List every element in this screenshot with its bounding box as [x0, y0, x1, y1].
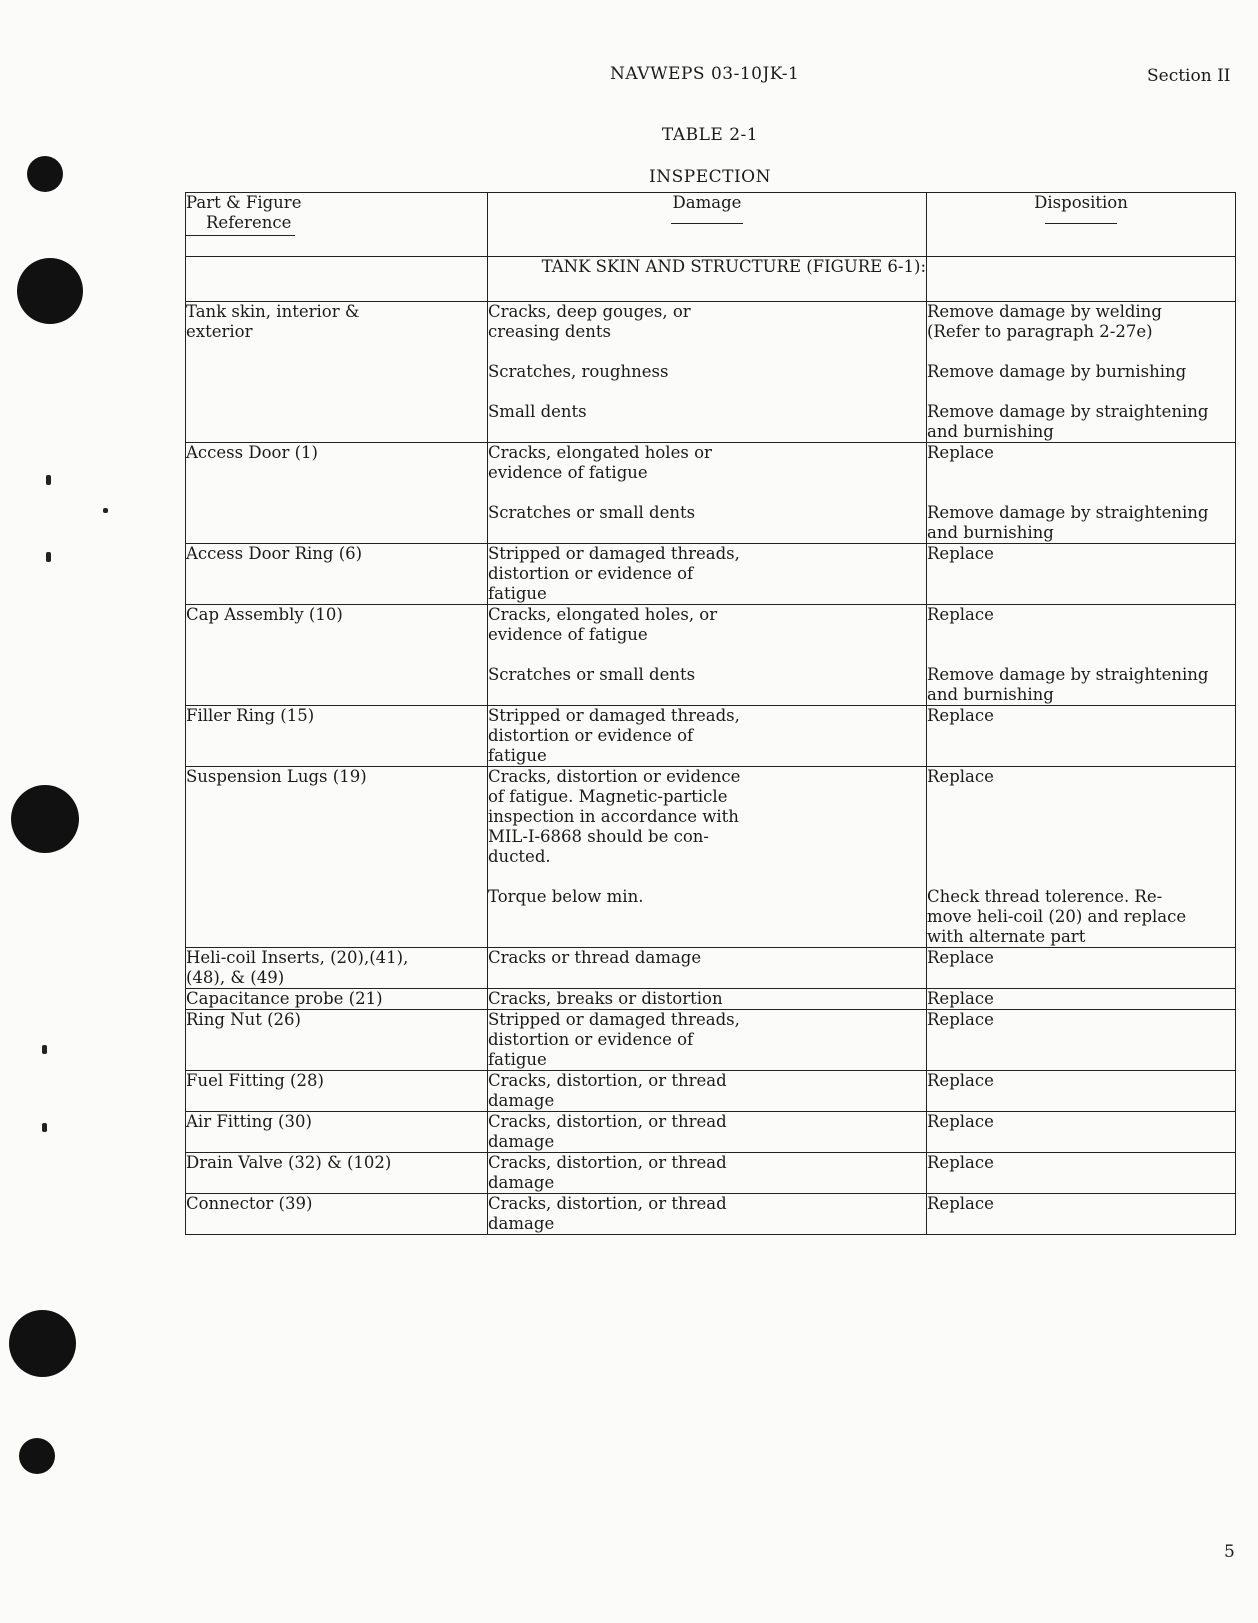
disposition-line: Remove damage by burnishing	[927, 362, 1187, 381]
part-reference-cell	[186, 605, 488, 706]
damage-line: distortion or evidence of	[488, 726, 694, 745]
damage-cell	[488, 1194, 927, 1235]
disposition-cell	[927, 544, 1236, 605]
disposition-entry	[927, 1010, 1235, 1070]
damage-entry	[488, 443, 926, 483]
section-label: Section II	[1147, 66, 1231, 86]
part-reference-line: Heli-coil Inserts, (20),(41),	[186, 948, 409, 967]
table-row	[186, 544, 1236, 605]
damage-cell	[488, 302, 927, 443]
damage-cell	[488, 1153, 927, 1194]
damage-line: Cracks, elongated holes, or	[488, 605, 718, 624]
speck	[46, 475, 51, 485]
disposition-line: Replace	[927, 1112, 994, 1131]
disposition-entry	[927, 1153, 1235, 1193]
disposition-entry	[927, 1071, 1235, 1111]
disposition-entry	[927, 887, 1235, 947]
disposition-cell	[927, 1112, 1236, 1153]
damage-entry	[488, 1194, 926, 1234]
damage-line: Cracks, distortion, or thread	[488, 1112, 727, 1131]
disposition-cell	[927, 302, 1236, 443]
part-reference-line: Connector (39)	[186, 1194, 313, 1213]
table-row	[186, 605, 1236, 706]
disposition-entry	[927, 665, 1235, 705]
subheading-cell-empty	[186, 257, 488, 302]
damage-cell	[488, 1010, 927, 1071]
disposition-cell	[927, 706, 1236, 767]
disposition-line: Replace	[927, 1010, 994, 1029]
damage-line: Cracks, distortion, or thread	[488, 1153, 727, 1172]
disposition-cell	[927, 1010, 1236, 1071]
part-reference-line: Cap Assembly (10)	[186, 605, 343, 624]
table-header-row	[186, 193, 1236, 257]
damage-line: fatigue	[488, 746, 547, 765]
damage-line: Cracks, deep gouges, or	[488, 302, 691, 321]
damage-line: damage	[488, 1214, 555, 1233]
disposition-entry	[927, 302, 1235, 342]
disposition-entry	[927, 948, 1235, 968]
disposition-line: Replace	[927, 544, 994, 563]
disposition-line: Replace	[927, 1071, 994, 1090]
part-reference-cell	[186, 302, 488, 443]
damage-entry	[488, 503, 926, 543]
column-header-damage	[488, 193, 927, 257]
damage-entry	[488, 665, 926, 705]
part-reference-line: Access Door (1)	[186, 443, 318, 462]
part-reference-line: Suspension Lugs (19)	[186, 767, 367, 786]
damage-cell	[488, 1112, 927, 1153]
damage-line: Torque below min.	[488, 887, 644, 906]
part-reference-cell	[186, 989, 488, 1010]
damage-line: Cracks, distortion, or thread	[488, 1071, 727, 1090]
damage-entry	[488, 767, 926, 867]
subheading-cell-empty	[927, 257, 1236, 302]
disposition-line: and burnishing	[927, 685, 1054, 704]
damage-entry	[488, 989, 926, 1009]
disposition-cell	[927, 767, 1236, 948]
part-reference-line: Drain Valve (32) & (102)	[186, 1153, 392, 1172]
document-id: NAVWEPS 03-10JK-1	[610, 64, 800, 84]
damage-line: distortion or evidence of	[488, 1030, 694, 1049]
damage-cell	[488, 1071, 927, 1112]
damage-entry	[488, 887, 926, 947]
damage-line: Cracks, elongated holes or	[488, 443, 712, 462]
table-row	[186, 948, 1236, 989]
damage-entry	[488, 706, 926, 766]
disposition-line: and burnishing	[927, 523, 1054, 542]
damage-entry	[488, 1071, 926, 1111]
damage-entry	[488, 1153, 926, 1193]
disposition-line: Check thread tolerence. Re-	[927, 887, 1163, 906]
damage-line: damage	[488, 1173, 555, 1192]
damage-line: evidence of fatigue	[488, 463, 648, 482]
disposition-entry	[927, 503, 1235, 543]
table-number: TABLE 2-1	[661, 125, 759, 145]
header-underline	[671, 223, 743, 224]
column-header-disposition	[927, 193, 1236, 257]
damage-entry	[488, 1112, 926, 1152]
table-row	[186, 443, 1236, 544]
table-row	[186, 767, 1236, 948]
disposition-entry	[927, 605, 1235, 645]
disposition-line: Remove damage by straightening	[927, 503, 1209, 522]
damage-line: Cracks, distortion or evidence	[488, 767, 741, 786]
speck	[103, 508, 108, 513]
damage-line: ducted.	[488, 847, 551, 866]
disposition-entry	[927, 443, 1235, 483]
damage-entry	[488, 1010, 926, 1070]
damage-line: Cracks or thread damage	[488, 948, 702, 967]
part-reference-line: Air Fitting (30)	[186, 1112, 312, 1131]
binder-hole	[9, 1310, 76, 1377]
table-row	[186, 1153, 1236, 1194]
damage-line: Scratches or small dents	[488, 665, 696, 684]
damage-entry	[488, 402, 926, 442]
damage-entry	[488, 362, 926, 382]
part-reference-cell	[186, 948, 488, 989]
damage-line: Cracks, distortion, or thread	[488, 1194, 727, 1213]
disposition-entry	[927, 1112, 1235, 1152]
column-header-disposition-label: Disposition	[1034, 193, 1128, 212]
disposition-cell	[927, 605, 1236, 706]
damage-cell	[488, 989, 927, 1010]
disposition-entry	[927, 1194, 1235, 1234]
damage-entry	[488, 948, 926, 968]
damage-line: Stripped or damaged threads,	[488, 706, 740, 725]
part-reference-line: Capacitance probe (21)	[186, 989, 383, 1008]
damage-cell	[488, 443, 927, 544]
disposition-line: Remove damage by welding	[927, 302, 1162, 321]
part-reference-line: (48), & (49)	[186, 968, 285, 987]
table-row	[186, 989, 1236, 1010]
disposition-line: Replace	[927, 706, 994, 725]
disposition-entry	[927, 767, 1235, 867]
part-reference-cell	[186, 1153, 488, 1194]
part-reference-cell	[186, 1010, 488, 1071]
disposition-cell	[927, 948, 1236, 989]
damage-cell	[488, 706, 927, 767]
disposition-line: Replace	[927, 1194, 994, 1213]
header-underline	[1045, 223, 1117, 224]
part-reference-line: Tank skin, interior &	[186, 302, 360, 321]
table-row	[186, 706, 1236, 767]
damage-cell	[488, 544, 927, 605]
damage-cell	[488, 948, 927, 989]
disposition-entry	[927, 989, 1235, 1009]
part-reference-line: Ring Nut (26)	[186, 1010, 301, 1029]
part-reference-line: exterior	[186, 322, 253, 341]
damage-cell	[488, 605, 927, 706]
disposition-line: Remove damage by straightening	[927, 665, 1209, 684]
disposition-line: with alternate part	[927, 927, 1086, 946]
disposition-line: (Refer to paragraph 2-27e)	[927, 322, 1153, 341]
table-title: INSPECTION	[649, 167, 771, 187]
damage-line: Cracks, breaks or distortion	[488, 989, 723, 1008]
damage-cell	[488, 767, 927, 948]
disposition-cell	[927, 1153, 1236, 1194]
damage-line: damage	[488, 1132, 555, 1151]
disposition-entry	[927, 402, 1235, 442]
damage-entry	[488, 605, 926, 645]
part-reference-cell	[186, 1112, 488, 1153]
disposition-line: Replace	[927, 989, 994, 1008]
damage-line: evidence of fatigue	[488, 625, 648, 644]
damage-entry	[488, 302, 926, 342]
table-row	[186, 1010, 1236, 1071]
damage-line: Scratches, roughness	[488, 362, 669, 381]
column-header-part-line2: Reference	[186, 213, 295, 236]
column-header-damage-label: Damage	[672, 193, 742, 212]
part-reference-line: Filler Ring (15)	[186, 706, 315, 725]
subheading-row	[186, 257, 1236, 302]
disposition-line: Replace	[927, 443, 994, 462]
damage-line: fatigue	[488, 1050, 547, 1069]
disposition-line: move heli-coil (20) and replace	[927, 907, 1187, 926]
binder-hole	[17, 258, 83, 324]
part-reference-cell	[186, 706, 488, 767]
damage-line: Stripped or damaged threads,	[488, 544, 740, 563]
disposition-entry	[927, 706, 1235, 766]
disposition-line: and burnishing	[927, 422, 1054, 441]
damage-line: Scratches or small dents	[488, 503, 696, 522]
disposition-entry	[927, 544, 1235, 604]
part-reference-cell	[186, 767, 488, 948]
disposition-cell	[927, 989, 1236, 1010]
column-header-part	[186, 193, 488, 257]
binder-hole	[19, 1438, 55, 1474]
speck	[42, 1123, 47, 1132]
damage-line: of fatigue. Magnetic-particle	[488, 787, 728, 806]
disposition-entry	[927, 362, 1235, 382]
table-row	[186, 1071, 1236, 1112]
part-reference-line: Access Door Ring (6)	[186, 544, 363, 563]
table-row	[186, 1112, 1236, 1153]
table-row	[186, 1194, 1236, 1235]
damage-line: damage	[488, 1091, 555, 1110]
speck	[46, 552, 51, 562]
damage-line: distortion or evidence of	[488, 564, 694, 583]
disposition-line: Remove damage by straightening	[927, 402, 1209, 421]
disposition-cell	[927, 443, 1236, 544]
disposition-line: Replace	[927, 605, 994, 624]
damage-line: creasing dents	[488, 322, 611, 341]
part-reference-cell	[186, 544, 488, 605]
disposition-line: Replace	[927, 1153, 994, 1172]
damage-line: MIL-I-6868 should be con-	[488, 827, 709, 846]
disposition-cell	[927, 1071, 1236, 1112]
part-reference-cell	[186, 443, 488, 544]
inspection-table	[185, 192, 1236, 1235]
binder-hole	[11, 785, 79, 853]
damage-line: fatigue	[488, 584, 547, 603]
disposition-line: Replace	[927, 767, 994, 786]
part-reference-line: Fuel Fitting (28)	[186, 1071, 324, 1090]
damage-entry	[488, 544, 926, 604]
page-number: 5	[1224, 1542, 1235, 1562]
damage-line: Small dents	[488, 402, 587, 421]
subheading: TANK SKIN AND STRUCTURE (FIGURE 6-1):	[488, 257, 927, 302]
part-reference-cell	[186, 1194, 488, 1235]
disposition-line: Replace	[927, 948, 994, 967]
column-header-part-line1: Part & Figure	[186, 193, 302, 212]
table-row	[186, 302, 1236, 443]
damage-line: inspection in accordance with	[488, 807, 739, 826]
disposition-cell	[927, 1194, 1236, 1235]
part-reference-cell	[186, 1071, 488, 1112]
damage-line: Stripped or damaged threads,	[488, 1010, 740, 1029]
speck	[42, 1045, 47, 1054]
